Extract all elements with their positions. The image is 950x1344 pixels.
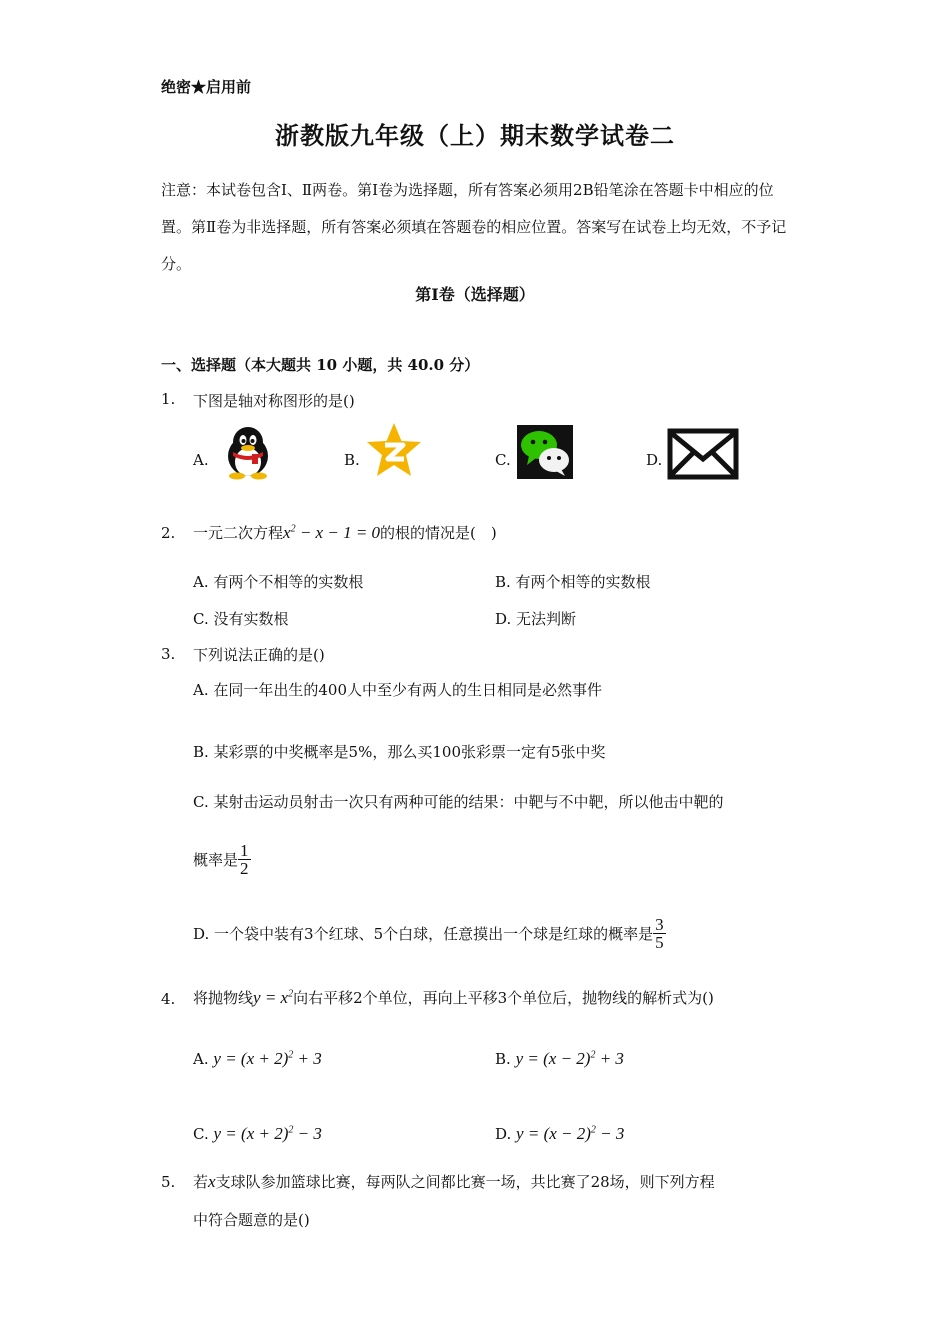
q3-option-c-numerator: 1 bbox=[240, 841, 249, 860]
mail-envelope-icon bbox=[667, 428, 739, 480]
q4-option-a-formula: $y = (x + 2)^2 + 3$ bbox=[213, 1049, 322, 1068]
q4-option-d-formula: $y = (x - 2)^2 - 3$ bbox=[516, 1124, 625, 1143]
q5-line2: 中符合题意的是() bbox=[193, 1211, 310, 1229]
q1-option-d-label: D. bbox=[646, 451, 663, 469]
q5-number: 5. bbox=[161, 1173, 176, 1191]
q1-number: 1. bbox=[161, 390, 176, 408]
q4-text-after: 向右平移2个单位，再向上平移3个单位后，抛物线的解析式为() bbox=[293, 989, 714, 1007]
q4-option-c-label: C. bbox=[193, 1125, 209, 1143]
q2-option-a: A. 有两个不相等的实数根 bbox=[193, 573, 364, 591]
qzone-star-icon bbox=[364, 421, 424, 479]
q1-text: 下图是轴对称图形的是() bbox=[193, 392, 355, 410]
q2-text bbox=[193, 522, 497, 543]
secret-label: 绝密★启用前 bbox=[161, 78, 252, 96]
q4-option-b bbox=[495, 1049, 624, 1069]
volume-heading: 第Ⅰ卷（选择题） bbox=[415, 285, 535, 304]
q3-option-c-line1: C. 某射击运动员射击一次只有两种可能的结果：中靶与不中靶，所以他击中靶的 bbox=[193, 793, 724, 811]
q2-option-c: C. 没有实数根 bbox=[193, 610, 289, 628]
q3-option-c-fraction bbox=[238, 842, 251, 877]
q3-option-d-text: D. 一个袋中装有3个红球、5个白球，任意摸出一个球是红球的概率是 bbox=[193, 925, 654, 943]
q3-option-d-denominator: 5 bbox=[655, 933, 664, 952]
q2-option-b: B. 有两个相等的实数根 bbox=[495, 573, 651, 591]
qq-penguin-icon bbox=[222, 424, 274, 480]
q4-option-b-formula: $y = (x - 2)^2 + 3$ bbox=[515, 1049, 624, 1068]
q4-option-b-label: B. bbox=[495, 1050, 511, 1068]
q3-option-d-numerator: 3 bbox=[655, 915, 664, 934]
q3-option-d-fraction bbox=[653, 916, 666, 951]
q4-option-c-formula: $y = (x + 2)^2 - 3$ bbox=[213, 1124, 322, 1143]
q2-number: 2. bbox=[161, 524, 176, 542]
q3-option-d bbox=[193, 916, 666, 951]
q4-option-a-label: A. bbox=[193, 1050, 209, 1068]
q4-option-d bbox=[495, 1124, 624, 1144]
q4-option-d-label: D. bbox=[495, 1125, 512, 1143]
q5-line1 bbox=[193, 1171, 715, 1192]
wechat-icon bbox=[517, 425, 573, 479]
q1-option-b-label: B. bbox=[344, 451, 360, 469]
q4-number: 4. bbox=[161, 990, 176, 1008]
q4-option-a bbox=[193, 1049, 322, 1069]
q4-text bbox=[193, 987, 714, 1008]
q5-variable-x: x bbox=[208, 1172, 216, 1191]
q2-text-before: 一元二次方程 bbox=[193, 524, 284, 542]
q4-option-c bbox=[193, 1124, 322, 1144]
q3-number: 3. bbox=[161, 645, 176, 663]
q3-option-c-line2-text: 概率是 bbox=[193, 851, 239, 869]
section-heading: 一、选择题（本大题共 10 小题，共 40.0 分） bbox=[161, 356, 480, 374]
q2-text-after: 的根的情况是( ) bbox=[380, 524, 497, 542]
q5-line1-before: 若 bbox=[193, 1173, 209, 1191]
q3-text: 下列说法正确的是() bbox=[193, 646, 325, 664]
q3-option-a: A. 在同一年出生的400人中至少有两人的生日相同是必然事件 bbox=[193, 681, 603, 699]
q2-option-d: D. 无法判断 bbox=[495, 610, 577, 628]
q3-option-b: B. 某彩票的中奖概率是5%，那么买100张彩票一定有5张中奖 bbox=[193, 743, 606, 761]
q3-option-c-line2 bbox=[193, 842, 251, 877]
q1-option-a-label: A. bbox=[193, 451, 209, 469]
q4-text-before: 将抛物线 bbox=[193, 989, 254, 1007]
q1-option-c-label: C. bbox=[495, 451, 511, 469]
q2-equation: $x^2 - x - 1 = 0$ bbox=[283, 523, 381, 542]
q5-line1-after: 支球队参加篮球比赛，每两队之间都比赛一场，共比赛了28场，则下列方程 bbox=[215, 1173, 715, 1191]
notice-text: 注意：本试卷包含Ⅰ、Ⅱ两卷。第Ⅰ卷为选择题，所有答案必须用2B铅笔涂在答题卡中相应的位置。第Ⅱ卷为非选择题，所有答案必须填在答题卷的相应位置。答案写在试卷上均无效，不予记分。 bbox=[161, 181, 787, 273]
q3-option-c-denominator: 2 bbox=[240, 859, 249, 878]
q4-parabola: $y = x^2$ bbox=[253, 988, 294, 1007]
page-title: 浙教版九年级（上）期末数学试卷二 bbox=[275, 121, 675, 150]
